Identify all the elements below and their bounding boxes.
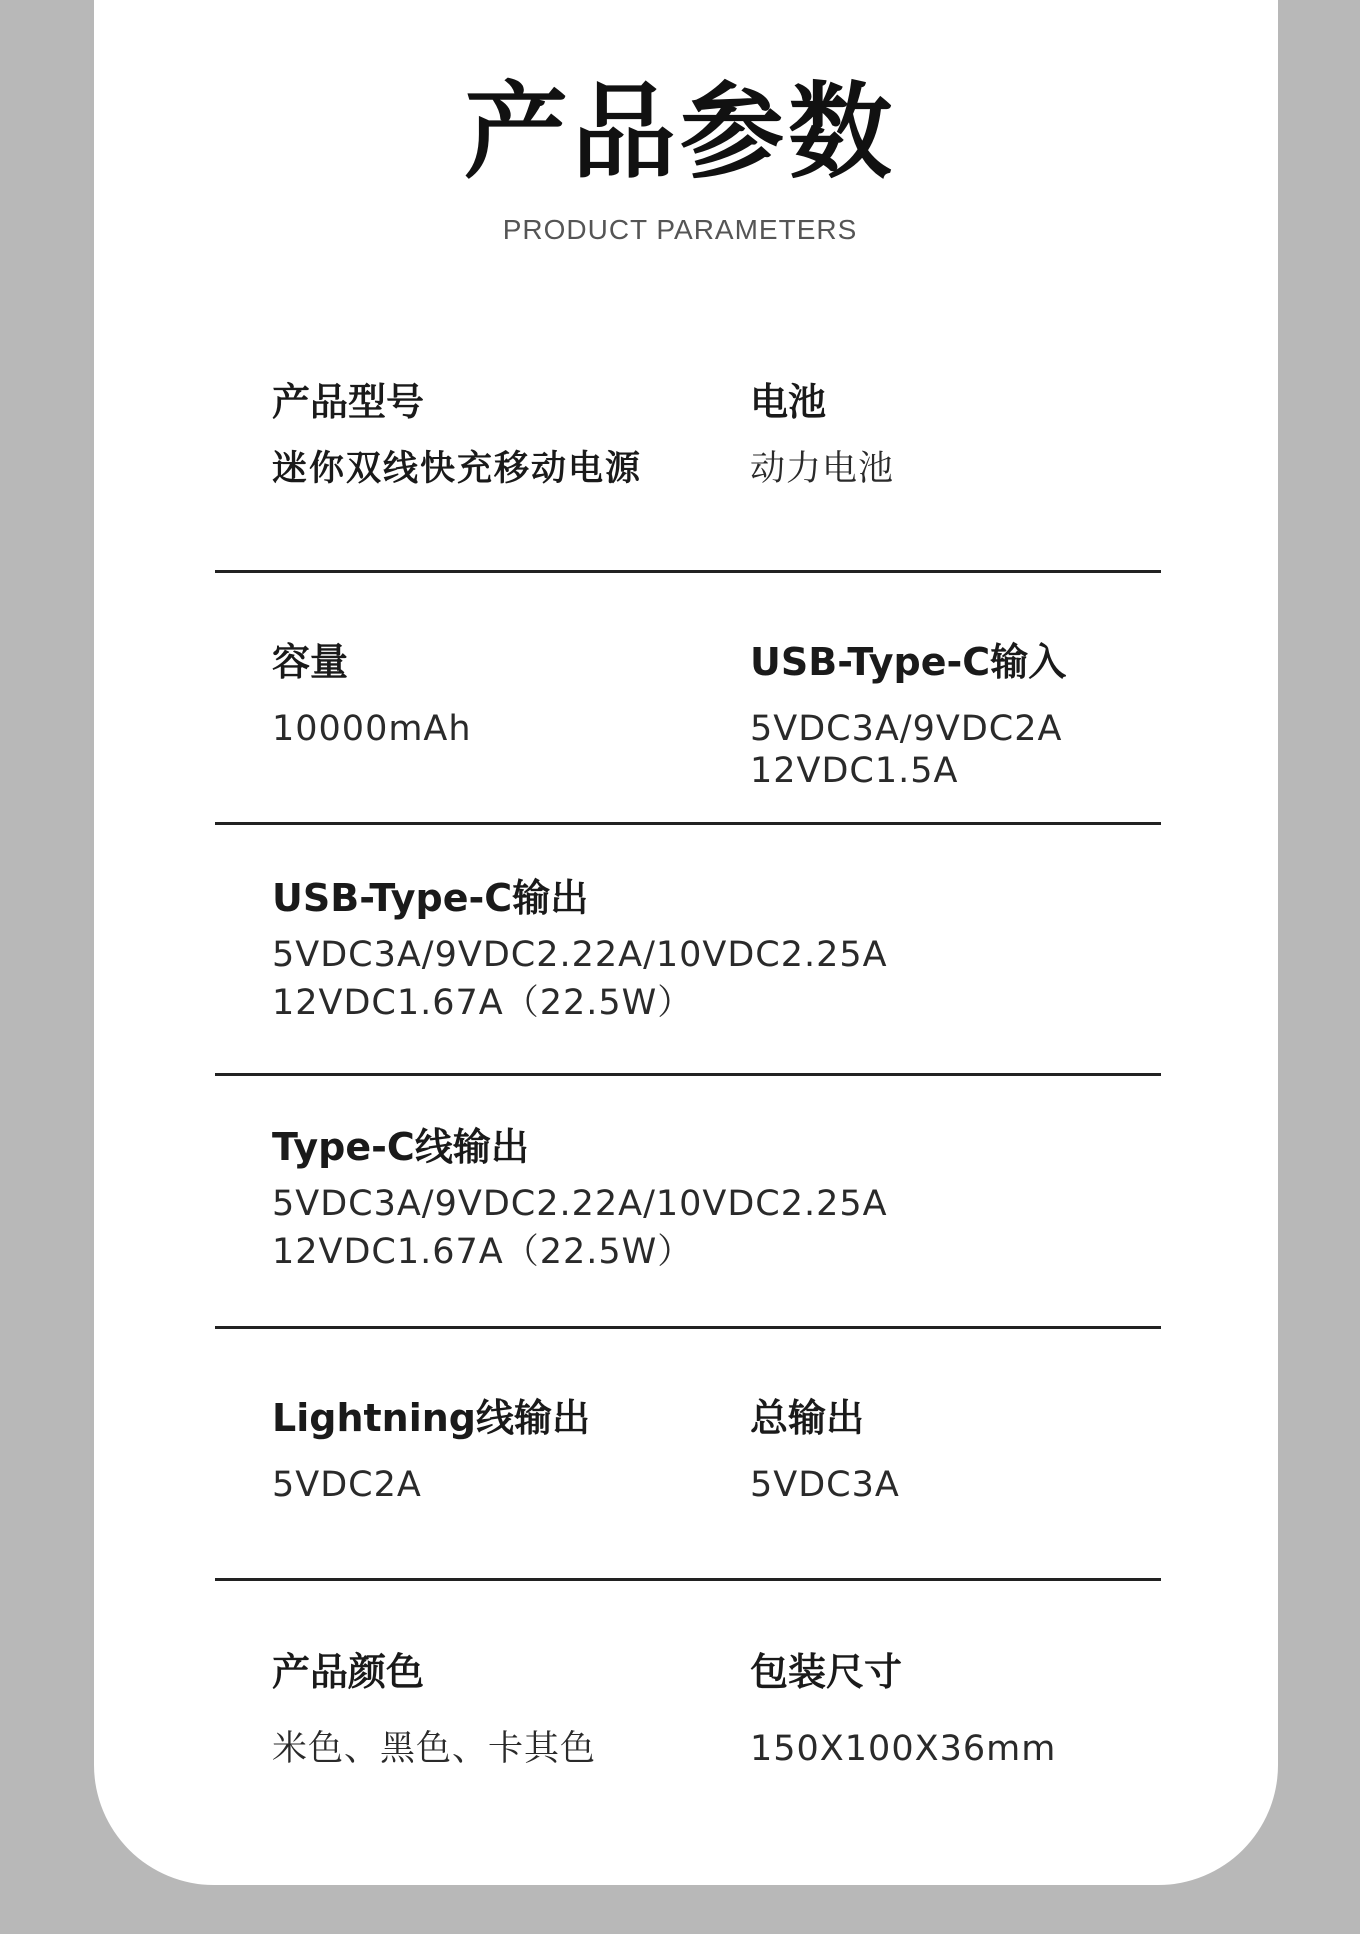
param-usbc-output-line1: 5VDC3A/9VDC2.22A/10VDC2.25A — [272, 935, 888, 975]
param-typec-cable-output-line2: 12VDC1.67A（22.5W） — [272, 1232, 694, 1272]
param-lightning-output-value: 5VDC2A — [272, 1465, 422, 1505]
param-total-output — [750, 1394, 900, 1506]
param-model-value: 迷你双线快充移动电源 — [272, 449, 643, 489]
param-total-output-label: 总输出 — [750, 1396, 865, 1440]
divider — [215, 1578, 1161, 1581]
param-color-value: 米色、黑色、卡其色 — [272, 1729, 597, 1769]
param-lightning-output-label: Lightning线输出 — [272, 1396, 590, 1440]
param-usbc-input-line1: 5VDC3A/9VDC2A — [750, 709, 1063, 749]
param-usbc-input-label: USB-Type-C输入 — [750, 640, 1067, 684]
param-capacity-value: 10000mAh — [272, 709, 472, 749]
param-battery — [750, 378, 894, 490]
param-capacity — [272, 638, 472, 750]
param-battery-label: 电池 — [750, 380, 827, 424]
param-battery-value: 动力电池 — [750, 449, 895, 489]
param-model — [272, 378, 642, 490]
param-usbc-output — [272, 874, 888, 1024]
param-model-label: 产品型号 — [272, 380, 425, 424]
param-package-size-value: 150X100X36mm — [750, 1729, 1057, 1769]
param-color-label: 产品颜色 — [272, 1650, 425, 1694]
divider — [215, 822, 1161, 825]
param-capacity-label: 容量 — [272, 640, 349, 684]
param-package-size-label: 包装尺寸 — [750, 1650, 903, 1694]
param-usbc-output-label: USB-Type-C输出 — [272, 876, 589, 920]
param-usbc-input-line2: 12VDC1.5A — [750, 751, 959, 791]
divider — [215, 570, 1161, 573]
param-total-output-value: 5VDC3A — [750, 1465, 900, 1505]
param-package-size — [750, 1648, 1056, 1770]
param-typec-cable-output-line1: 5VDC3A/9VDC2.22A/10VDC2.25A — [272, 1184, 888, 1224]
page-title: 产品参数 — [463, 71, 896, 193]
param-usbc-output-line2: 12VDC1.67A（22.5W） — [272, 983, 694, 1023]
param-color — [272, 1648, 596, 1770]
divider — [215, 1073, 1161, 1076]
divider — [215, 1326, 1161, 1329]
param-lightning-output — [272, 1394, 590, 1506]
param-typec-cable-output — [272, 1123, 888, 1273]
param-usbc-input — [750, 638, 1066, 792]
param-typec-cable-output-label: Type-C线输出 — [272, 1125, 529, 1169]
page-subtitle: PRODUCT PARAMETERS — [502, 214, 858, 245]
